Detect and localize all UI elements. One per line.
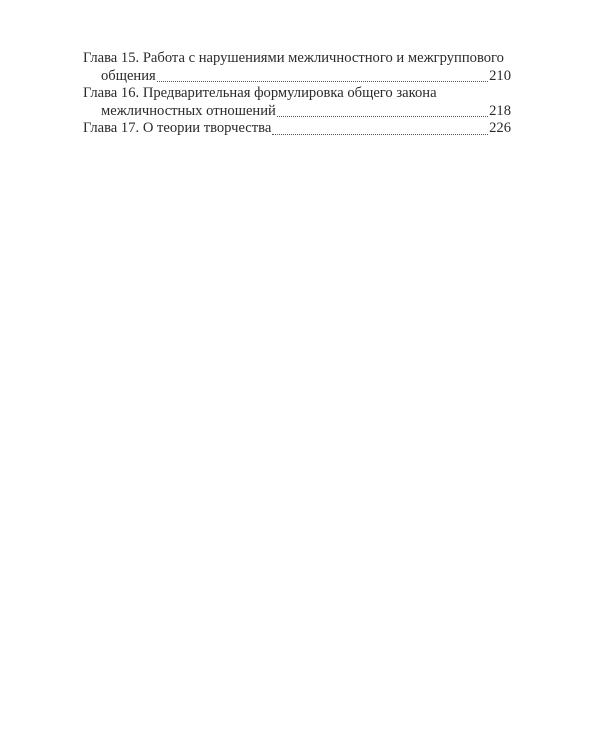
toc-entry-chapter-16: [83, 85, 511, 120]
toc-entry-last-line: [83, 103, 511, 121]
toc-entry-title-continuation: межличностных отношений: [101, 102, 276, 119]
dot-leader: [277, 116, 488, 117]
toc-entry-chapter-15: [83, 50, 511, 85]
toc-entry-last-line: [83, 68, 511, 86]
toc-page-number: 210: [489, 67, 511, 84]
toc-entry-chapter-17: [83, 120, 511, 138]
toc-entry-title: Глава 15. Работа с нарушениями межличностного и межгруппового: [83, 50, 504, 66]
table-of-contents: [83, 50, 511, 138]
toc-entry-title: Глава 16. Предварительная формулировка общего закона: [83, 85, 437, 101]
toc-entry-last-line: [83, 120, 511, 138]
toc-page-number: 218: [489, 102, 511, 119]
toc-entry-title-continuation: общения: [101, 67, 156, 84]
dot-leader: [157, 81, 488, 82]
toc-entry-title: Глава 17. О теории творчества: [83, 120, 272, 136]
dot-leader: [272, 134, 488, 135]
toc-page-number: 226: [489, 120, 511, 136]
